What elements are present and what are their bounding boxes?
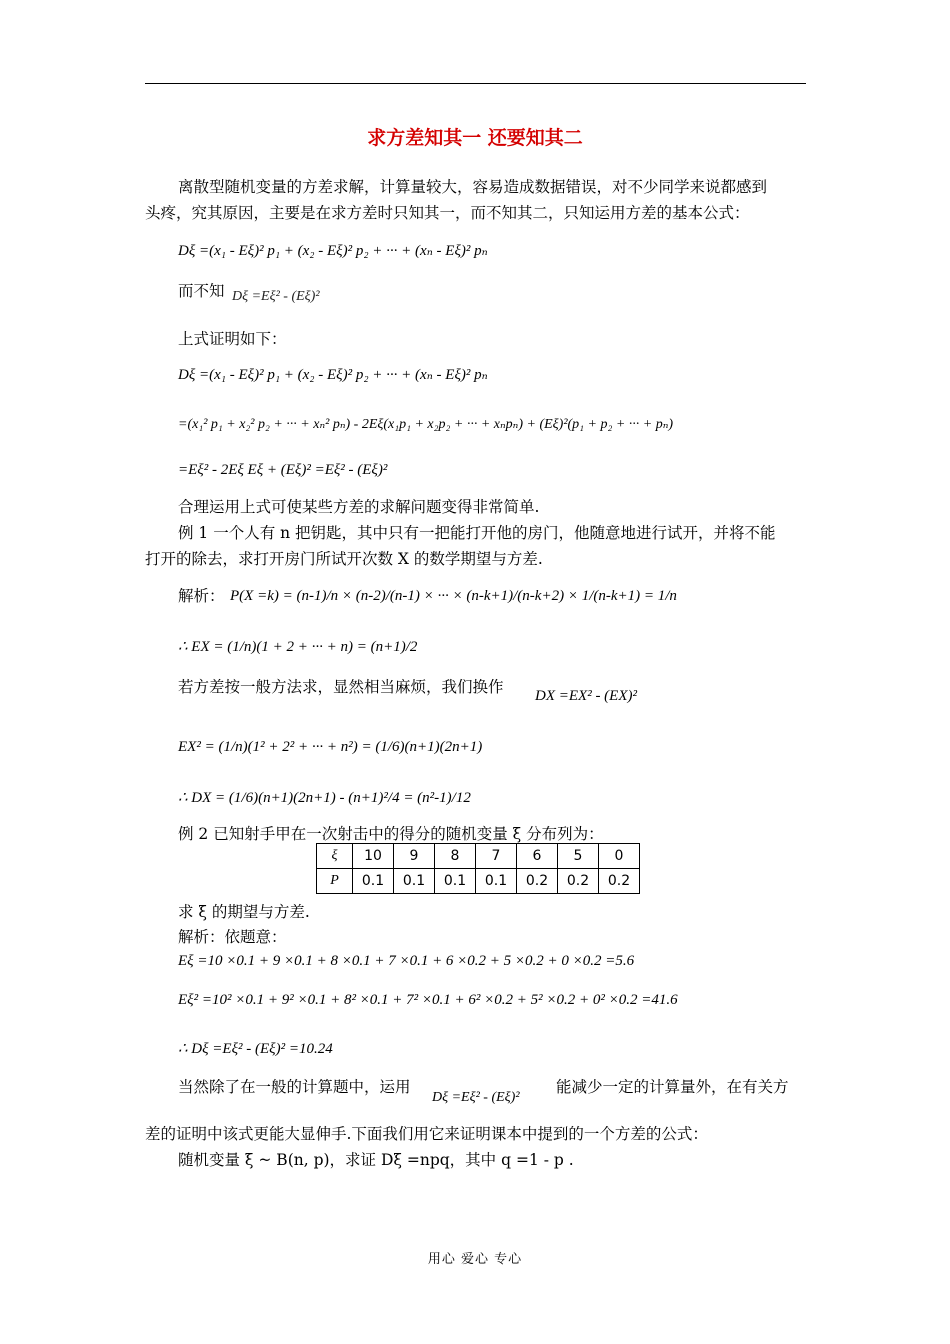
table-cell: 5 xyxy=(558,844,599,869)
example2-line: 例 2 已知射手甲在一次射击中的得分的随机变量 ξ 分布列为： xyxy=(178,825,604,843)
example2-variance: ∴ Dξ =Eξ² - (Eξ)² =10.24 xyxy=(178,1041,333,1057)
proof-line-1: Dξ =(x₁ - Eξ)² p₁ + (x₂ - Eξ)² p₂ + ··· + (xₙ - Eξ)² pₙ xyxy=(178,367,488,383)
table-cell: 0.1 xyxy=(394,869,435,894)
table-row-xi xyxy=(317,844,640,869)
table-cell: 0.1 xyxy=(435,869,476,894)
intro-line-1: 离散型随机变量的方差求解，计算量较大，容易造成数据错误，对不少同学来说都感到 xyxy=(178,178,768,196)
formula-basic: Dξ =(x₁ - Eξ)² p₁ + (x₂ - Eξ)² p₂ + ··· + (xₙ - Eξ)² pₙ xyxy=(178,243,488,259)
example1-line-2: 打开的除去，求打开房门所试开次数 X 的数学期望与方差. xyxy=(145,550,543,568)
proof-line-3: =Eξ² - 2Eξ Eξ + (Eξ)² =Eξ² - (Eξ)² xyxy=(178,462,388,478)
table-cell: 0.1 xyxy=(353,869,394,894)
header-rule xyxy=(145,83,806,84)
example1-ex-squared: EX² = (1/n)(1² + 2² + ··· + n²) = (1/6)(n+1)(2n+1) xyxy=(178,739,483,755)
table-cell: 7 xyxy=(476,844,517,869)
table-header-p: P xyxy=(317,869,353,894)
closing-formula: Dξ =Eξ² - (Eξ)² xyxy=(432,1090,520,1105)
example1-text-3: 若方差按一般方法求，显然相当麻烦，我们换作 xyxy=(178,678,504,696)
not-know-label: 而不知 xyxy=(178,282,225,300)
example2-solution-label: 解析：依题意： xyxy=(178,928,287,946)
example1-expectation: ∴ EX = (1/n)(1 + 2 + ··· + n) = (n+1)/2 xyxy=(178,639,418,655)
last-line: 随机变量 ξ ~ B(n, p)，求证 Dξ =npq，其中 q =1 - p . xyxy=(178,1151,574,1169)
table-cell: 0.2 xyxy=(558,869,599,894)
intro-line-2: 头疼，究其原因，主要是在求方差时只知其一，而不知其二，只知运用方差的基本公式： xyxy=(145,204,750,222)
table-cell: 0.2 xyxy=(599,869,640,894)
example1-line-1: 例 1 一个人有 n 把钥匙，其中只有一把能打开他的房门，他随意地进行试开，并将不能 xyxy=(178,524,776,542)
example2-ask: 求 ξ 的期望与方差. xyxy=(178,903,310,921)
table-cell: 0.2 xyxy=(517,869,558,894)
example2-e-xi-squared: Eξ² =10² ×0.1 + 9² ×0.1 + 8² ×0.1 + 7² ×0.1 + 6² ×0.2 + 5² ×0.2 + 0² ×0.2 =41.6 xyxy=(178,992,678,1008)
table-cell: 0.1 xyxy=(476,869,517,894)
distribution-table xyxy=(316,843,640,894)
page-footer: 用心 爱心 专心 xyxy=(427,1252,523,1267)
table-cell: 9 xyxy=(394,844,435,869)
closing-part-1: 当然除了在一般的计算题中，运用 xyxy=(178,1078,411,1096)
table-cell: 6 xyxy=(517,844,558,869)
table-row-p xyxy=(317,869,640,894)
example1-probability-formula: P(X =k) = (n-1)/n × (n-2)/(n-1) × ··· × (n-k+1)/(n-k+2) × 1/(n-k+1) = 1/n xyxy=(230,588,677,604)
proof-line-2: =(x₁² p₁ + x₂² p₂ + ··· + xₙ² pₙ) - 2Eξ(x₁p₁ + x₂p₂ + ··· + xₙpₙ) + (Eξ)²(p₁ + p₂ + ··· + pₙ) xyxy=(178,417,674,432)
solution-label: 解析： xyxy=(178,587,225,605)
summary-text: 合理运用上式可使某些方差的求解问题变得非常简单. xyxy=(178,498,540,516)
example1-dx-formula: DX =EX² - (EX)² xyxy=(535,688,637,704)
table-header-xi: ξ xyxy=(317,844,353,869)
closing-part-2: 能减少一定的计算量外，在有关方 xyxy=(556,1078,789,1096)
table-cell: 8 xyxy=(435,844,476,869)
page-title: 求方差知其一 还要知其二 xyxy=(367,127,583,149)
proof-label: 上式证明如下： xyxy=(178,330,287,348)
closing-line-2: 差的证明中该式更能大显伸手.下面我们用它来证明课本中提到的一个方差的公式： xyxy=(145,1125,708,1143)
example1-variance: ∴ DX = (1/6)(n+1)(2n+1) - (n+1)²/4 = (n²-1)/12 xyxy=(178,790,471,806)
formula-short: Dξ =Eξ² - (Eξ)² xyxy=(232,289,320,304)
table-cell: 10 xyxy=(353,844,394,869)
table-cell: 0 xyxy=(599,844,640,869)
example2-expectation: Eξ =10 ×0.1 + 9 ×0.1 + 8 ×0.1 + 7 ×0.1 + 6 ×0.2 + 5 ×0.2 + 0 ×0.2 =5.6 xyxy=(178,953,635,969)
